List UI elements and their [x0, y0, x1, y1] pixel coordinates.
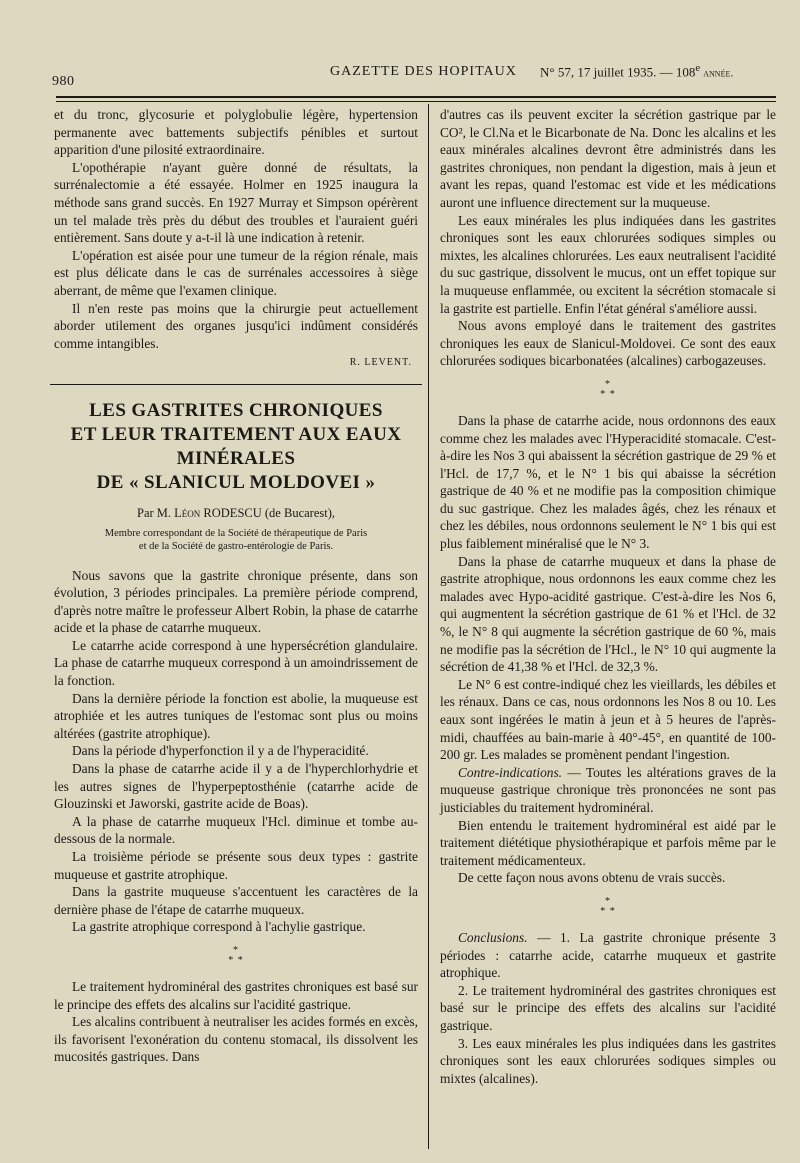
- paragraph: 2. Le traitement hydrominéral des gastrites chroniques est basé sur le principe des effets des alcalins sur l'acidité gastrique.: [440, 982, 776, 1033]
- column-divider: [428, 104, 429, 1149]
- article-title: [54, 399, 418, 495]
- asterism-top: *: [605, 895, 611, 907]
- paragraph: Les alcalins contribuent à neutraliser les acides formés en excès, ils favorisent l'exonération du contenu stomacal, ils dissolvent les mucosités gastriques. Dans: [54, 1014, 418, 1065]
- paragraph: Le traitement hydrominéral des gastrites chroniques est basé sur le principe des effets des alcalins sur l'acidité gastrique.: [54, 978, 418, 1012]
- contra-indications-lead: Contre-indications.: [458, 764, 563, 780]
- right-column: [440, 106, 776, 1087]
- author-city: (de Bucarest),: [261, 505, 335, 520]
- asterism-divider: [54, 946, 418, 966]
- page-number: 980: [52, 74, 75, 89]
- article-author: [54, 505, 418, 523]
- asterism-bottom: * *: [228, 954, 244, 966]
- author-prefix: Par M.: [137, 505, 175, 520]
- paragraph: La troisième période se présente sous deux types : gastrite muqueuse et gastrite atrophique.: [54, 849, 418, 882]
- issue-info-suffix: année.: [700, 65, 734, 80]
- asterism-top: *: [233, 944, 239, 956]
- paragraph-contra-indications: [440, 764, 776, 817]
- article-title-line: LES GASTRITES CHRONIQUES: [89, 399, 383, 421]
- paragraph: Il n'en reste pas moins que la chirurgie peut actuellement aborder utilement des organes jusqu'ici indûment considérés comme intangibles.: [54, 300, 418, 351]
- asterism-bottom: * *: [600, 905, 616, 917]
- affiliation-line: et de la Société de gastro-entérologie de Paris.: [138, 540, 334, 552]
- paragraph: L'opération est aisée pour une tumeur de la région rénale, mais est plus délicate dans le cas de surrénales accessoires à siège aberrant, de même que l'examen clinique.: [54, 247, 418, 298]
- paragraph: Nous savons que la gastrite chronique présente, dans son évolution, 3 périodes principales. La première période comprend, d'après notre maître le professeur Albert Robin, la phase de catarrhe acide et la phase de catarrhe muqueux.: [54, 567, 418, 636]
- affiliation-line: Membre correspondant de la Société de thérapeutique de Paris: [104, 527, 368, 539]
- asterism-bottom: * *: [600, 388, 616, 400]
- left-column: [54, 106, 418, 1066]
- issue-info-main: N° 57, 17 juillet 1935. — 108: [540, 64, 696, 80]
- section-divider: [50, 384, 422, 385]
- header-rule-thin: [56, 101, 776, 102]
- asterism-top: *: [605, 378, 611, 390]
- author-name: Léon RODESCU: [174, 505, 262, 520]
- article-title-line: DE « SLANICUL MOLDOVEI »: [96, 471, 376, 493]
- asterism-divider: [440, 380, 776, 400]
- paragraph: 3. Les eaux minérales les plus indiquées dans les gastrites chroniques sont les eaux chlorurées sodiques simples ou mixtes (alcalines).: [440, 1035, 776, 1086]
- conclusions-text: — 1. La gastrite chronique présente 3 périodes : catarrhe acide, catarrhe muqueux et gastrite atrophique.: [440, 929, 776, 981]
- paragraph: Les eaux minérales les plus indiquées dans les gastrites chroniques sont les eaux chlorurées sodiques simples ou mixtes, les alcalines chlorurées. Les eaux neutralisent l'acidité du suc gastrique, dissolvent le mucus, ont un effet topique sur la muqueuse enflammée, ou excitent la sécrétion stomacale si la gastrite est partielle. Enfin l'état général s'améliore aussi.: [440, 212, 776, 316]
- paragraph: Dans la gastrite muqueuse s'accentuent les caractères de la dernière phase de l'étape de catarrhe muqueux.: [54, 884, 418, 917]
- paragraph: A la phase de catarrhe muqueux l'Hcl. diminue et tombe au-dessous de la normale.: [54, 813, 418, 847]
- paragraph: Bien entendu le traitement hydrominéral est aidé par le traitement diététique physiothérapique et parfois même par le traitement médicamenteux.: [440, 817, 776, 868]
- conclusions-lead: Conclusions.: [458, 929, 528, 945]
- paragraph: Le catarrhe acide correspond à une hypersécrétion glandulaire. La phase de catarrhe muqueux correspond à un amoindrissement de la fonction.: [54, 637, 418, 689]
- journal-title: GAZETTE DES HOPITAUX: [330, 64, 517, 79]
- paragraph: Dans la période d'hyperfonction il y a de l'hyperacidité.: [72, 743, 369, 759]
- contra-indications-text: — Toutes les altérations graves de la muqueuse gastrique chronique très prononcées ne sont pas justiciables du traitement hydrominéral.: [440, 764, 776, 815]
- paragraph: De cette façon nous avons obtenu de vrais succès.: [458, 870, 726, 886]
- paragraph: La gastrite atrophique correspond à l'achylie gastrique.: [72, 919, 366, 935]
- paragraph: et du tronc, glycosurie et polyglobulie légère, hypertension permanente avec battements subjectifs pénibles et surtout apparition d'une pilosité extraordinaire.: [54, 107, 418, 158]
- issue-info-sup: e: [695, 62, 701, 74]
- author-affiliation: [54, 527, 418, 553]
- paragraph: Dans la dernière période la fonction est abolie, la muqueuse est atrophiée et les autres tuniques de l'estomac sont plus ou moins altérées (gastrite atrophique).: [54, 690, 418, 741]
- paragraph: Nous avons employé dans le traitement des gastrites chroniques les eaux de Slanicul-Moldovei. Ce sont des eaux chlorurées sodiques bicarbonatées (alcalines) carbogazeuses.: [440, 318, 776, 369]
- page-header: [0, 56, 800, 89]
- paragraph: Dans la phase de catarrhe muqueux et dans la phase de gastrite atrophique, nous ordonnons les eaux comme chez les malades avec Hypo-acidité gastrique. C'est-à-dire les Nos 6, qui augmentent la sécrétion gastrique de 61 % et l'Hcl. de 32 %, le N° 8 qui augmente la sécrétion gastrique de 60 %, mais ne modifie pas la sécrétion de l'Hcl., le N° 10 qui augmente la sécrétion de 41,38 % et l'Hcl. de 32,3 %.: [440, 553, 776, 675]
- paragraph: Dans la phase de catarrhe acide, nous ordonnons des eaux comme chez les malades avec l'Hyperacidité stomacale. C'est-à-dire les Nos 3 qui abaissent la sécrétion gastrique de 29 % et l'Hcl. de 17,7 %, et le N° 1 bis qui abaisse la sécrétion gastrique de 40 % et ne modifie pas la composition chimique du suc gastrique. Chez les malades âgés, chez les rénaux et chez les débiles, nous ordonnons seulement le N° 1 bis qui est plus faiblement minéralisé que le N° 3.: [440, 412, 776, 552]
- paragraph: Dans la phase de catarrhe acide il y a de l'hyperchlorhydrie et les autres signes de l'hyperpeptosthénie (catarrhe acide de Glouzinski et Jaworski, gastrite acide de Boas).: [54, 761, 418, 812]
- issue-info: [540, 62, 733, 80]
- article-title-line: ET LEUR TRAITEMENT AUX EAUX MINÉRALES: [70, 423, 402, 469]
- paragraph: L'opothérapie n'ayant guère donné de résultats, la surrénalectomie a été essayée. Holmer en 1925 inaugura la méthode sans grand succès. En 1927 Murray et Simpson opérèrent un tel malade très près du début des troubles et l'auraient guéri entièrement. Sans doute y a-t-il là une indication à retenir.: [54, 159, 418, 246]
- paragraph: Le N° 6 est contre-indiqué chez les vieillards, les débiles et les rénaux. Dans ce cas, nous ordonnons les Nos 8 ou 10. Les eaux sont ingérées le matin à jeun et à 5 heures de l'après-midi, chauffées au bain-marie à 40°-45°, en quantité de 100-200 gr. Les malades se promènent pendant l'ingestion.: [440, 676, 776, 763]
- paragraph-conclusions: [440, 929, 776, 982]
- header-rule: [56, 96, 776, 98]
- author-signature: R. LEVENT.: [349, 357, 412, 369]
- asterism-divider: [440, 897, 776, 917]
- paragraph: d'autres cas ils peuvent exciter la sécrétion gastrique par le CO², le Cl.Na et le Bicarbonate de Na. Donc les alcalins et les eaux minérales alcalines devront être administrés dans les gastrites chroniques, non pendant la digestion, mais à jeun et avant les repas, quand l'estomac est vide et les médications auront une influence directement sur la muqueuse.: [440, 107, 776, 210]
